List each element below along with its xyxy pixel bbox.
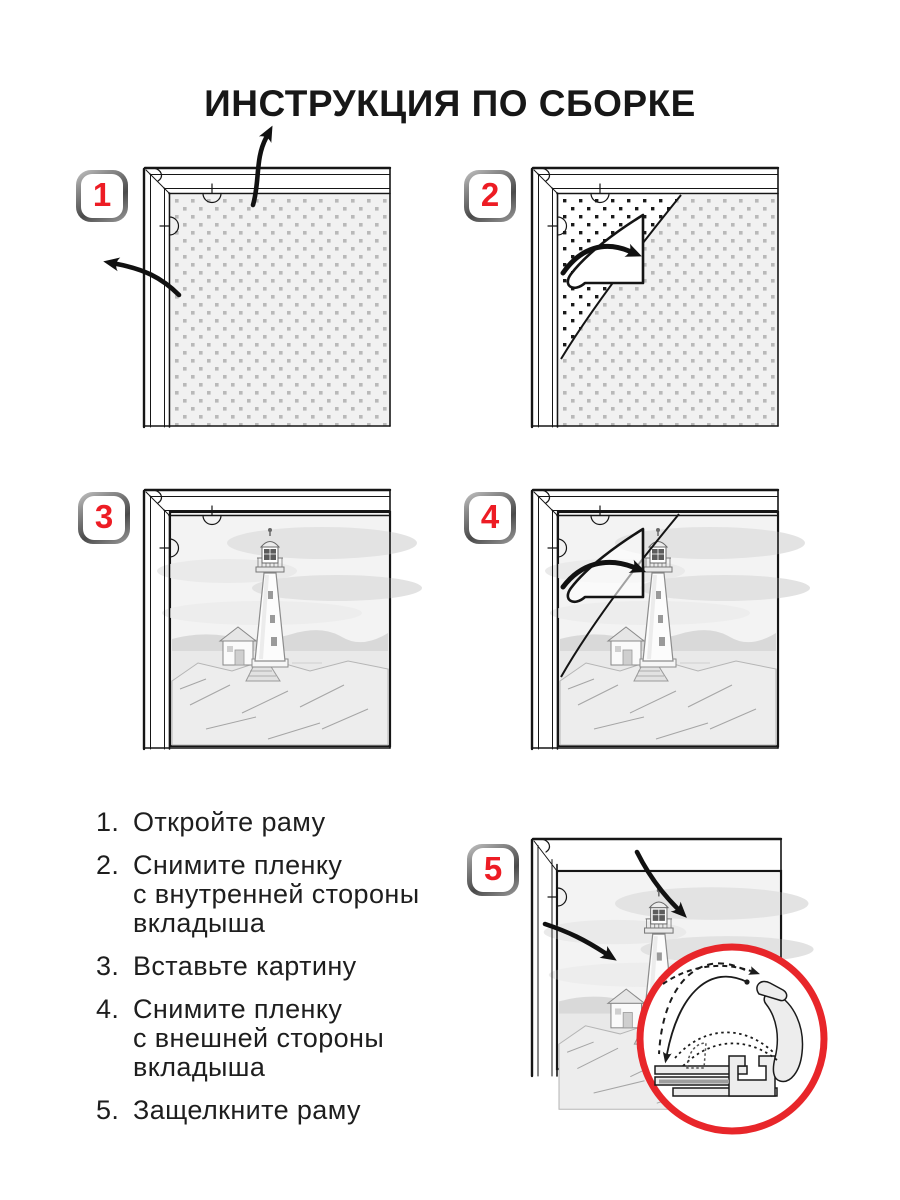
step-badge-2-number: 2 [469, 174, 511, 218]
panel-4-illustration [529, 487, 781, 755]
page-title: ИНСТРУКЦИЯ ПО СБОРКЕ [204, 82, 696, 124]
list-item-number: 5. [96, 1095, 120, 1125]
list-item [96, 952, 496, 981]
protective-film [171, 195, 390, 426]
step-badge-1 [76, 170, 128, 222]
list-item-number: 1. [96, 807, 120, 837]
step-badge-3 [78, 492, 130, 544]
list-item-number: 3. [96, 951, 120, 981]
step-badge-3-number: 3 [83, 496, 125, 540]
lighthouse-picture [545, 513, 810, 745]
list-item-text: Снимите пленку с внутренней стороны вкладыша [133, 850, 420, 938]
step-badge-5-number: 5 [472, 848, 514, 892]
list-item-text: Вставьте картину [133, 951, 357, 981]
list-item [96, 808, 496, 837]
open-up-arrow-icon [253, 138, 266, 205]
list-item-text: Откройте раму [133, 807, 326, 837]
lighthouse-picture [157, 513, 422, 745]
step-badge-2 [464, 170, 516, 222]
step-badge-4 [464, 492, 516, 544]
list-item-number: 4. [96, 994, 120, 1024]
list-item-number: 2. [96, 850, 120, 880]
list-item-text: Снимите пленку с внешней стороны вкладыша [133, 994, 385, 1082]
list-item-text: Защелкните раму [133, 1095, 361, 1125]
instruction-list [96, 808, 496, 1139]
panel-2-illustration [529, 165, 781, 435]
list-item [96, 1096, 496, 1125]
snap-profile-inset [633, 940, 833, 1140]
step-badge-4-number: 4 [469, 496, 511, 540]
list-item [96, 995, 496, 1082]
list-item [96, 851, 496, 938]
arc-start-dot [744, 979, 749, 984]
panel-3-illustration [141, 487, 393, 755]
step-badge-1-number: 1 [81, 174, 123, 218]
inlay-strip [659, 1080, 729, 1084]
panel-1-illustration [141, 165, 393, 435]
